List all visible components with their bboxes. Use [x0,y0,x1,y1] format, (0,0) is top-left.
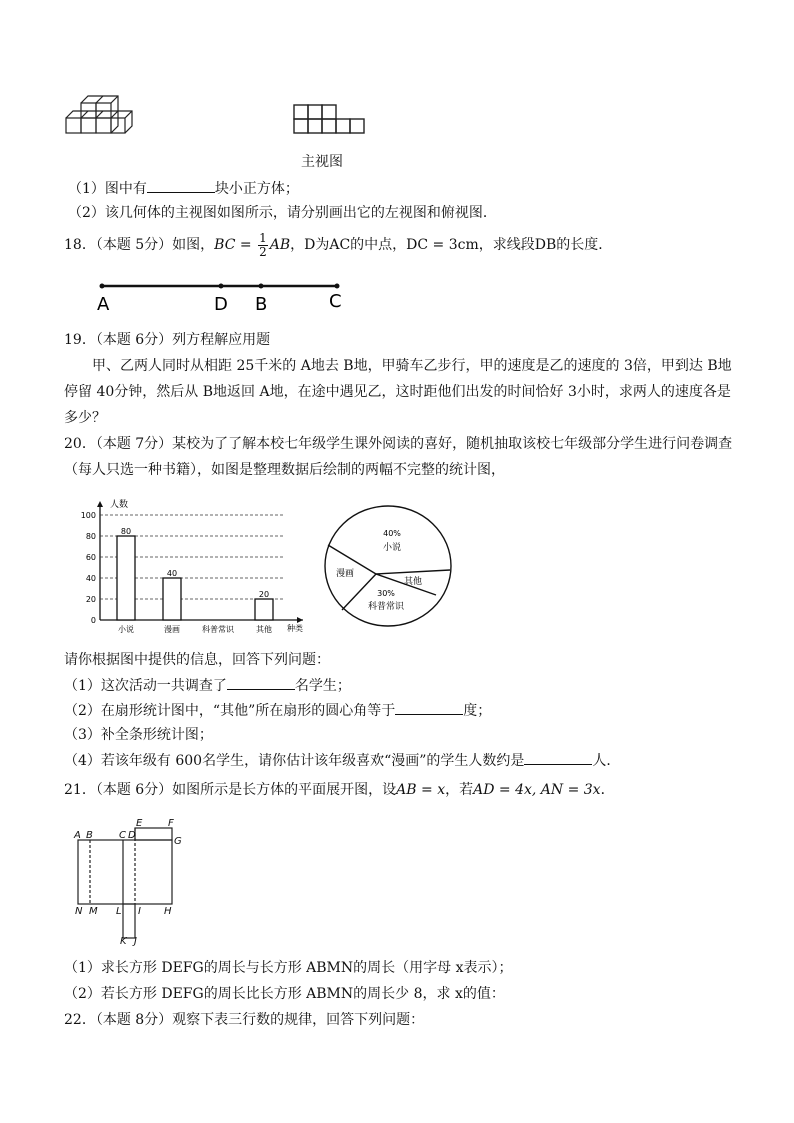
x-axis-arrow [297,617,303,623]
q20-line1: 20．（本题 7分）某校为了了解本校七年级学生课外阅读的喜好，随机抽取该校七年级部分学生进行问卷调查 [64,436,733,452]
net-label-k: K [120,936,127,947]
bar-value-label: 40 [166,569,178,578]
q20-part2-pre: （2）在扇形统计图中，“其他”所在扇形的圆心角等于 [64,703,396,719]
q21-part2: （2）若长方形 DEFG的周长比长方形 ABMN的周长少 8，求 x的值： [64,986,505,1002]
cube-stack-figure [64,96,144,146]
pie-value-novel: 40% [383,529,401,538]
cuboid-net-figure [72,818,197,948]
bar-value-label: 20 [258,590,270,599]
pie-label-other: 其他 [404,577,423,587]
q17-part1-pre: （1）图中有 [68,181,147,197]
bar-0 [117,536,135,620]
q20-part1-post: 名学生； [294,678,351,694]
x-tick-label: 小说 [118,625,134,634]
bar-3 [255,599,273,620]
q20-part4 [64,750,620,771]
y-tick-label: 40 [85,574,96,583]
answer-blank[interactable] [524,750,592,765]
x-tick-label: 科普常识 [202,625,234,634]
fraction-half [258,232,268,259]
q18-tail: ，求线段DB的长度． [478,237,613,253]
front-view-figure [293,104,368,136]
point-d-label: D [214,294,228,315]
q19-head: 19．（本题 6分）列方程解应用题 [64,332,271,348]
y-axis-label: 人数 [110,500,129,510]
y-tick-label: 60 [85,553,96,562]
net-label-n: N [75,906,83,917]
net-top-rect [135,828,172,840]
q19-line1: 甲、乙两人同时从相距 25千米的 A地去 B地，甲骑车乙步行，甲的速度是乙的速度的 3倍，甲到达 B地 [92,358,732,374]
segment-figure [95,280,355,316]
pie-label-comic: 漫画 [336,569,355,579]
net-main-rect [78,840,172,904]
y-tick-label: 100 [80,511,96,520]
q18-mid: ，D为AC的中点， [290,237,407,253]
front-view-caption: 主视图 [301,154,343,170]
bar-value-label: 80 [120,527,132,536]
q21-question [64,780,615,800]
q20-part4-post: 人． [592,753,621,769]
point-c-label: C [329,291,342,312]
q18-ab: AB [269,237,291,253]
q19-line3: 多少？ [64,410,106,426]
net-label-d: D [128,830,136,841]
net-label-m: M [89,906,98,917]
pie-label-novel: 小说 [382,543,402,553]
q21-part1: （1）求长方形 DEFG的周长与长方形 ABMN的周长（用字母 x表示）； [64,960,513,976]
y-axis-arrow [97,501,103,507]
q18-question [64,230,612,260]
q21-end: ． [600,782,615,798]
net-label-e: E [136,818,143,829]
q21-mid: ，若 [445,782,474,798]
q17-part1 [68,178,299,199]
q20-part2-post: 度； [463,703,492,719]
answer-blank[interactable] [395,700,463,715]
q17-part2: （2）该几何体的主视图如图所示，请分别画出它的左视图和俯视图． [68,205,497,221]
q20-part1-pre: （1）这次活动一共调查了 [64,678,227,694]
q20-part4-pre: （4）若该年级有 600名学生，请你估计该年级喜欢“漫画”的学生人数约是 [64,753,525,769]
net-label-a: A [74,830,81,841]
fraction-num: 1 [259,230,267,245]
point-a-label: A [97,294,110,315]
point-b-label: B [255,294,268,315]
y-tick-label: 80 [85,532,96,541]
q21-head: 21．（本题 6分）如图所示是长方体的平面展开图，设 [64,782,397,798]
answer-blank[interactable] [147,178,215,193]
net-label-l: L [116,906,122,917]
pie-divider-novel-other [376,570,450,574]
q18-bc: BC [214,237,236,253]
pie-label-science: 科普常识 [367,602,405,612]
fraction-den: 2 [259,244,267,259]
bar-1 [163,578,181,620]
net-label-b: B [86,830,93,841]
x-axis-label: 种类 [287,624,303,633]
pie-value-science: 30% [377,589,395,598]
q20-intro: 请你根据图中提供的信息，回答下列问题： [64,652,330,668]
x-tick-label: 其他 [256,625,272,634]
net-label-g: G [174,836,182,847]
net-label-i: I [138,906,141,917]
q20-line2: （每人只选一种书籍），如图是整理数据后绘制的两幅不完整的统计图， [64,462,505,478]
y-tick-label: 0 [90,616,96,625]
x-tick-label: 漫画 [164,625,180,634]
q20-part1 [64,675,351,696]
q22-head: 22．（本题 8分）观察下表三行数的规律，回答下列问题： [64,1012,425,1028]
q20-part2 [64,700,491,721]
net-label-j: J [134,936,137,947]
q20-part3: （3）补全条形统计图； [64,727,213,743]
net-label-c: C [119,830,126,841]
net-label-f: F [168,818,174,829]
bar-chart [70,495,315,640]
q19-line2: 停留 40分钟，然后从 B地返回 A地，在途中遇见乙，这时距他们出发的时间恰好 3小时，求两人的速度各是 [64,384,731,400]
net-bottom-rect [123,904,135,938]
pie-chart [320,500,460,632]
q18-head: 18．（本题 5分）如图， [64,237,215,253]
q18-eq: = [235,237,257,253]
q21-eq2: AD = 4x, AN = 3x [473,782,601,798]
y-tick-label: 20 [85,595,96,604]
q18-dc: DC = 3cm [406,237,479,253]
q17-part1-post: 块小正方体； [214,181,299,197]
answer-blank[interactable] [227,675,295,690]
q21-eq1: AB = x [396,782,446,798]
net-label-h: H [164,906,172,917]
